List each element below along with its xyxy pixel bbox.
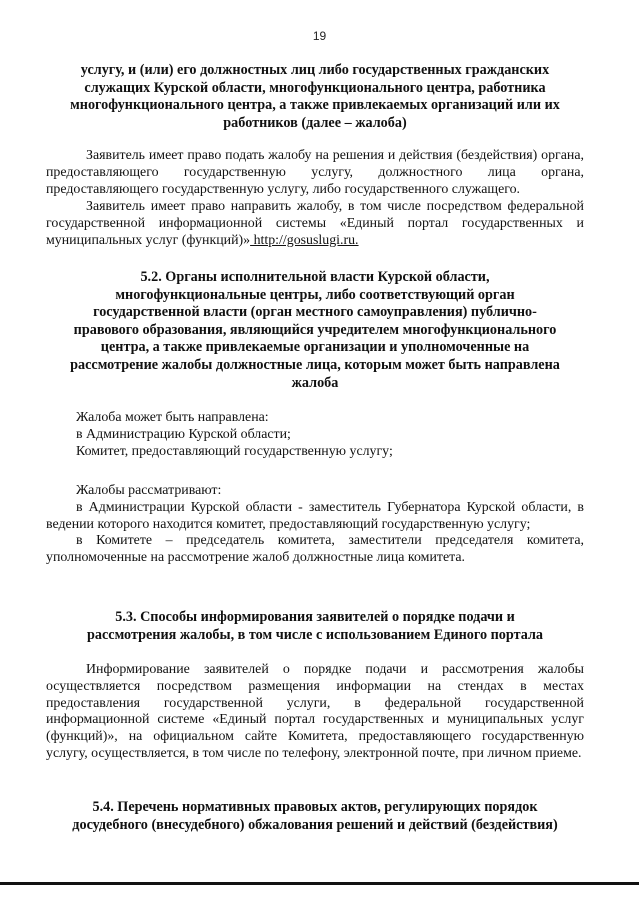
intro-heading-line-3: многофункционального центра, а также привлекаемых организаций или их xyxy=(70,97,560,114)
section-5-2-heading-line-3: государственной власти (орган местного самоуправления) публично- xyxy=(93,304,537,321)
intro-paragraph-2-block xyxy=(46,199,584,249)
section-5-2-heading xyxy=(46,269,584,392)
section-5-2-reviewers xyxy=(46,483,584,567)
intro-paragraph-2 xyxy=(46,199,584,249)
reviewer-committee-paragraph: в Комитете – председатель комитета, заместители председателя комитета, уполномоченные на рассмотрение жалоб должностные лица комитета. xyxy=(46,533,584,566)
section-5-2-heading-line-4: правового образования, являющийся учредителем многофункционального xyxy=(73,321,557,338)
section-5-3-heading xyxy=(46,609,584,644)
section-5-2-heading-line-2: многофункциональные центры, либо соответствующий орган xyxy=(115,286,515,303)
section-5-3-heading-line-2: рассмотрения жалобы, в том числе с использованием Единого портала xyxy=(86,626,543,643)
section-5-2-heading-line-5: центра, а также привлекаемые организации и уполномоченные на xyxy=(100,339,530,356)
bottom-rule xyxy=(0,882,639,885)
complaints-reviewed-by-line: Жалобы рассматривают: xyxy=(76,483,222,498)
section-5-3-paragraph-block xyxy=(46,662,584,763)
complaint-may-be-sent-line: Жалоба может быть направлена: xyxy=(76,410,269,425)
section-5-4-heading-line-1: 5.4. Перечень нормативных правовых актов, регулирующих порядок xyxy=(92,799,538,815)
section-5-2-list xyxy=(46,410,584,460)
intro-heading-line-2: служащих Курской области, многофункционального центра, работника xyxy=(84,79,546,96)
section-5-2-heading-line-1: 5.2. Органы исполнительной власти Курской области, xyxy=(140,269,490,285)
page-number: 19 xyxy=(312,29,327,43)
intro-heading-line-1: услугу, и (или) его должностных лиц либо государственных гражданских xyxy=(80,62,550,78)
reviewer-administration-paragraph: в Администрации Курской области - заместитель Губернатора Курской области, в ведении которого находится комитет, предоставляющий государственную услугу; xyxy=(46,499,584,532)
section-5-3-paragraph: Информирование заявителей о порядке подачи и рассмотрения жалобы осуществляется посредством размещения информации на стендах в местах предоставления государственной услуги, в федеральной государственной информационной системе «Единый портал государственных и муниципальных услуг (функций)», на официальном сайте Комитета, предоставляющего государственную услугу, осуществляется, в том числе по телефону, электронной почте, при личном приеме. xyxy=(46,662,584,761)
intro-paragraph-1: Заявитель имеет право подать жалобу на решения и действия (бездействия) органа, предоставляющего государственную услугу, должностного лица органа, предоставляющего государственную услугу, либо государственного служащего. xyxy=(46,148,584,197)
intro-heading xyxy=(46,62,584,132)
section-5-4-heading-line-2: досудебного (внесудебного) обжалования решений и действий (бездействия) xyxy=(72,816,558,833)
gosuslugi-link[interactable]: http://gosuslugi.ru. xyxy=(250,232,359,248)
complaint-destination-administration: в Администрацию Курской области; xyxy=(76,426,291,442)
intro-heading-line-4: работников (далее – жалоба) xyxy=(223,114,407,131)
section-5-2-heading-line-6: рассмотрение жалобы должностные лица, которым может быть направлена xyxy=(70,356,560,373)
section-5-3-heading-line-1: 5.3. Способы информирования заявителей о порядке подачи и xyxy=(115,609,515,625)
complaint-destination-committee: Комитет, предоставляющий государственную услугу; xyxy=(76,443,393,459)
section-5-4-heading xyxy=(46,799,584,834)
section-5-2-heading-line-7: жалоба xyxy=(291,374,339,391)
intro-paragraph-2-text: Заявитель имеет право направить жалобу, в том числе посредством федеральной государственной информационной системы «Единый портал государственных и муниципальных услуг (функций)» xyxy=(46,199,584,248)
intro-paragraph-1-block xyxy=(46,148,584,198)
